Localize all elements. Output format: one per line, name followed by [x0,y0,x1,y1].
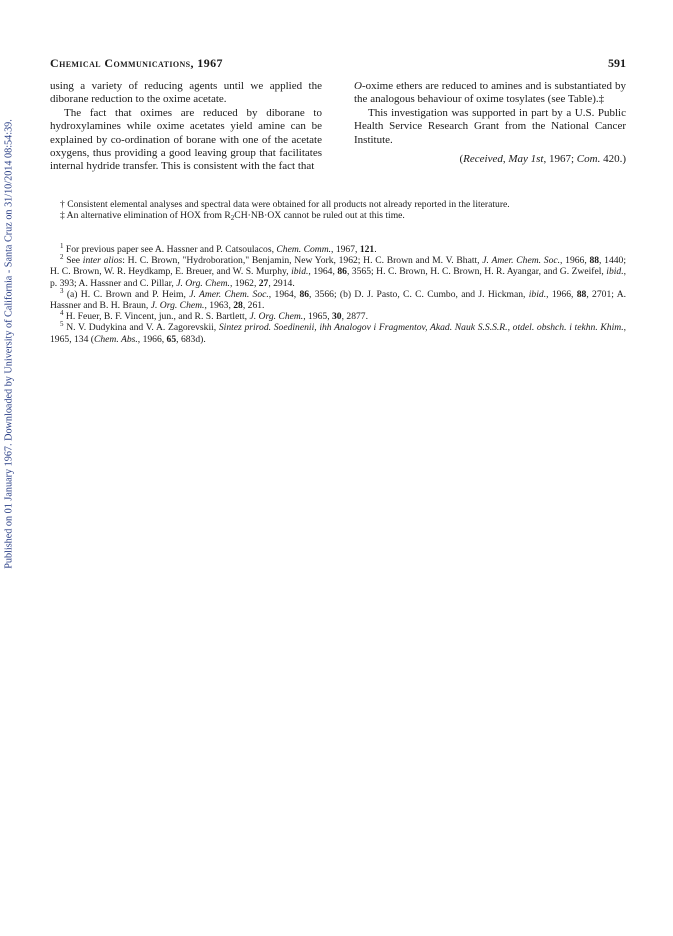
reference-2: $^2$ See inter alios: H. C. Brown, "Hydroboration," Benjamin, New York, 1962; H. C. Brown and M. V. Bhatt, J. Amer. Chem. Soc., 1966, 88, 1440; H. C. Brown, W. R. Heydkamp, E. Breuer, and W. S. Murphy, ibid., 1964, 86, 3565; H. C. Brown, H. C. Brown, H. R. Ayangar, and G. Zweifel, ibid., p. 393; A. Hassner and C. Pillar, J. Org. Chem., 1962, 27, 2914. [50,253,627,289]
running-head [50,56,626,70]
reference-4: $^4$ H. Feuer, B. F. Vincent, jun., and R. S. Bartlett, J. Org. Chem., 1965, 30, 2877. [60,309,368,323]
reference-3: $^3$ (a) H. C. Brown and P. Heim, J. Amer. Chem. Soc., 1964, 86, 3566; (b) D. J. Pasto, C. C. Cumbo, and J. Hickman, ibid., 1966, 88, 2701; A. Hassner and B. H. Braun, J. Org. Chem., 1963, 28, 261. [50,286,627,312]
sidebar-text: Published on 01 January 1967. Downloaded by University of California - Santa Cruz on 31/10/2014 08:54:39. [3,119,15,569]
paragraph: using a variety of reducing agents until we applied the diborane reduction to the oxime acetate. [50,80,322,106]
reference-1: $^1$ For previous paper see A. Hassner and P. Catsoulacos, Chem. Comm., 1967, 121. [60,241,377,255]
received-line: (Received, May 1st, 1967; Com. 420.) [459,153,626,166]
publication-sidebar [2,84,16,604]
reference-5: $^5$ N. V. Dudykina and V. A. Zagorevskii, Sintez prirod. Soedinenii, ihh Analogov i Fragmentov, Akad. Nauk S.S.S.R., otdel. obshch. i tekhn. Khim., 1965, 134 (Chem. Abs., 1966, 65, 683d). [50,320,626,345]
left-column [50,80,322,174]
footnote-mark: ‡ [598,93,605,106]
right-column [354,80,626,166]
page-number: 591 [608,56,626,70]
acknowledgement: This investigation was supported in part by a U.S. Public Health Service Research Grant from the National Cancer Institute. [354,106,626,146]
references [50,241,627,345]
footnote-double-dagger: ‡ An alternative elimination of HOX from $R_2CH\cdot NB\cdot OX$ cannot be ruled out at this time. [60,210,405,223]
paragraph: O-oxime ethers are reduced to amines and is substantiated by the analogous behaviour of oxime tosylates (see Table).‡ [354,80,626,106]
paragraph: The fact that oximes are reduced by diborane to hydroxylamines while oxime acetates yield amine can be explained by co-ordination of borane with one of the acetate oxygens, thus providing a good leaving group that facilitates internal hydride transfer. This is consistent with the fact that [50,106,322,173]
journal-title: Chemical Communications, 1967 [50,56,223,70]
footnote-dagger: † Consistent elemental analyses and spectral data were obtained for all products not already reported in the literature. [60,199,510,210]
footnotes [50,199,626,221]
